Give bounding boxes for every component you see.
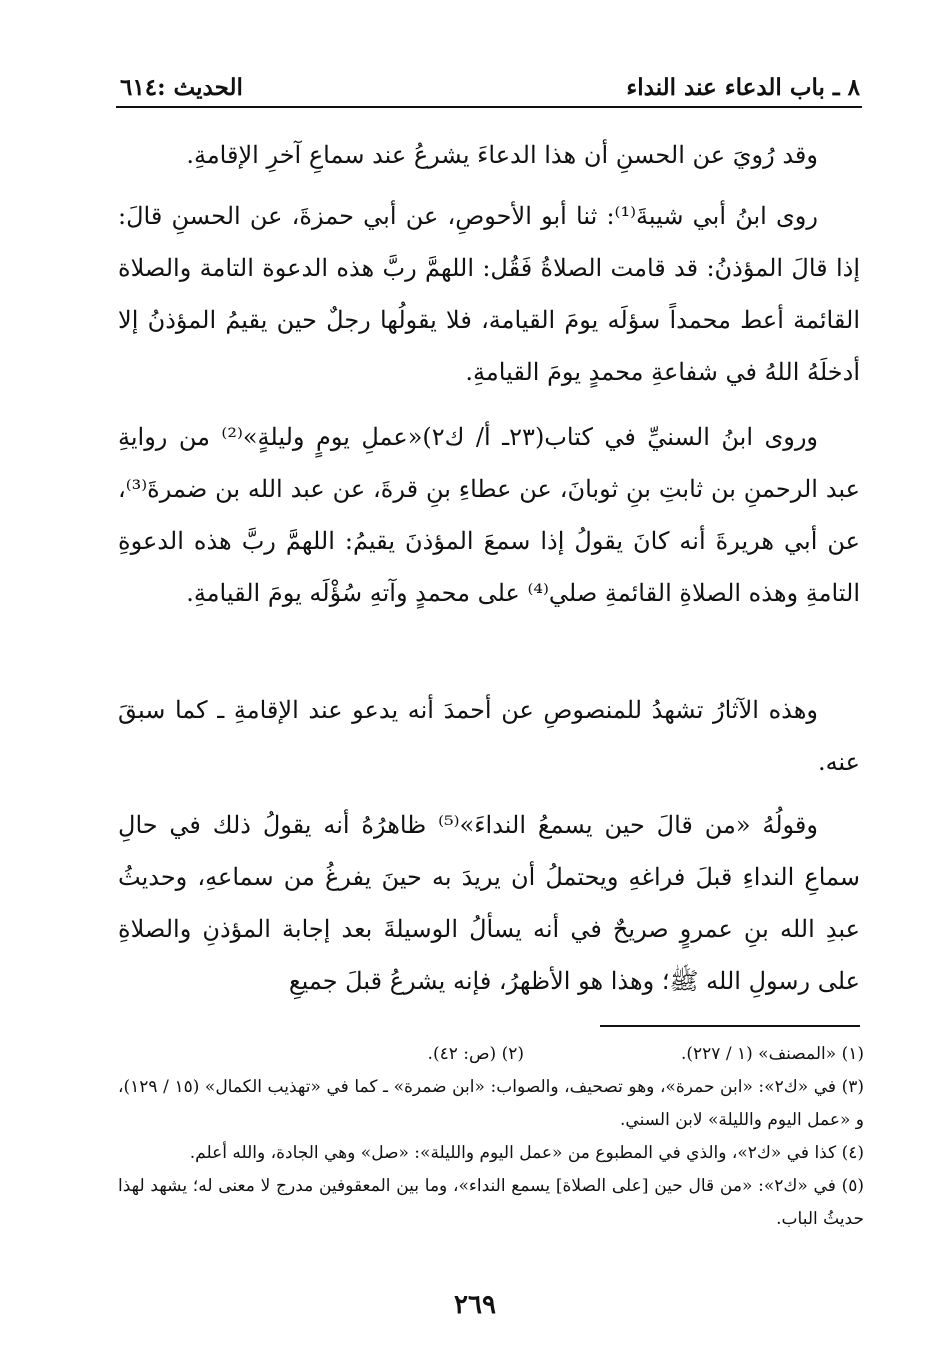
page-number: ٢٦٩ bbox=[454, 1290, 496, 1320]
footnote-4: (٤) كذا في «ك٢»، والذي في المطبوع من «عمل اليوم والليلة»: «صل» وهي الجادة، والله أعلم. bbox=[189, 1143, 864, 1163]
paragraph-3: وروى ابنُ السنيِّ في كتاب(٢٣ـ أ/ ك٢)«عملِ يومٍ وليلةٍ»⁽²⁾ من روايةِ عبد الرحمنِ بن ثابتِ بنِ ثوبانَ، عن عطاءِ بنِ قرةَ، عن عبد الله بن ضمرةَ⁽³⁾، عن أبي هريرةَ أنه كانَ يقولُ إذا سمعَ المؤذنَ يقيمُ: اللهمَّ ربَّ هذه الدعوةِ التامةِ وهذه الصلاةِ القائمةِ صلي⁽⁴⁾ على محمدٍ وآتهِ سُؤْلَه يومَ القيامةِ. bbox=[118, 423, 860, 607]
header-divider bbox=[116, 106, 862, 108]
footnote-3: (٣) في «ك٢»: «ابن حمرة»، وهو تصحيف، والصواب: «ابن ضمرة» ـ كما في «تهذيب الكمال» (١٥ / ١٢٩)، و «عمل اليوم والليلة» لابن السني. bbox=[118, 1077, 864, 1130]
paragraph-4: وهذه الآثارُ تشهدُ للمنصوصِ عن أحمدَ أنه يدعو عند الإقامةِ ـ كما سبقَ عنه. bbox=[118, 696, 860, 776]
hadith-number: الحديث :٦١٤ bbox=[120, 74, 243, 101]
paragraph-5: وقولُهُ «من قالَ حين يسمعُ النداءَ»⁽⁵⁾ ظاهرُهُ أنه يقولُ ذلك في حالِ سماعِ النداءِ قبلَ فراغهِ ويحتملُ أن يريدَ به حينَ يفرغُ من سماعهِ، وحديثُ عبدِ الله بنِ عمروٍ صريحٌ في أنه يسألُ الوسيلةَ بعد إجابة المؤذنِ والصلاةِ على رسولِ الله ﷺ؛ وهذا هو الأظهرُ، فإنه يشرعُ قبلَ جميعِ bbox=[118, 811, 860, 995]
footnote-5: (٥) في «ك٢»: «من قال حين [على الصلاة] يسمع النداء»، وما بين المعقوفين مدرج لا معنى له؛ يشهد لهذا حديثُ الباب. bbox=[118, 1176, 864, 1229]
footnote-2: (٢) (ص: ٤٢). bbox=[427, 1044, 524, 1064]
paragraph-1: وقد رُويَ عن الحسنِ أن هذا الدعاءَ يشرعُ عند سماعِ آخرِ الإقامةِ. bbox=[186, 141, 818, 169]
footnotes bbox=[118, 1038, 864, 1236]
footnote-row-1 bbox=[118, 1038, 864, 1071]
footnote-divider bbox=[600, 1025, 860, 1027]
paragraph-2: روى ابنُ أبي شيبةَ⁽¹⁾: ثنا أبو الأحوصِ، عن أبي حمزةَ، عن الحسنِ قالَ: إذا قالَ المؤذنُ: قد قامت الصلاةُ فَقُل: اللهمَّ ربَّ هذه الدعوة التامة والصلاة القائمة أعط محمداً سؤلَه يومَ القيامة، فلا يقولُها رجلٌ حين يقيمُ المؤذنُ إلا أدخلَهُ اللهُ في شفاعةِ محمدٍ يومَ القيامةِ. bbox=[118, 202, 860, 386]
chapter-title: ٨ ـ باب الدعاء عند النداء bbox=[626, 74, 860, 101]
running-header bbox=[120, 74, 860, 106]
footnote-1: (١) «المصنف» (١ / ٢٢٧). bbox=[681, 1044, 864, 1064]
